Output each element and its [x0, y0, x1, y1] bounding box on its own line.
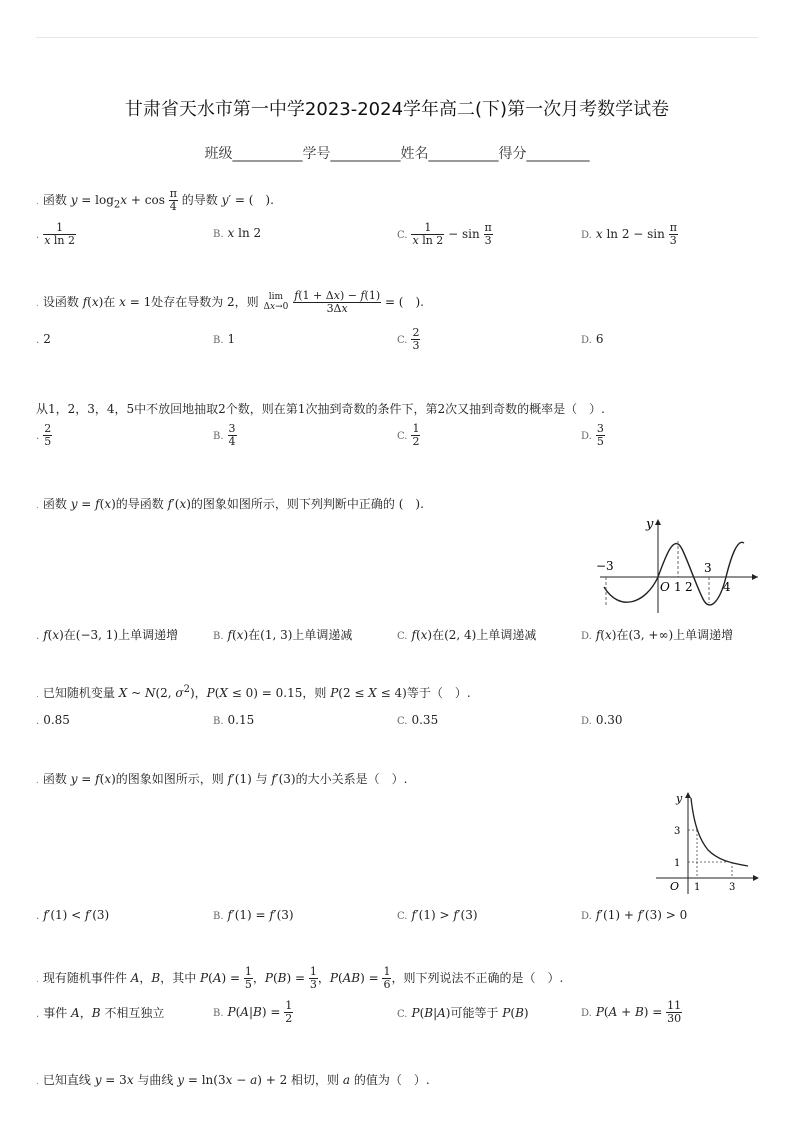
q5-option-c[interactable]: C. 0.35	[397, 713, 439, 727]
q6-option-a[interactable]: . f′(1) < f′(3)	[36, 908, 110, 922]
q2-option-a[interactable]: . 2	[36, 332, 51, 346]
graph1-xlabel-neg3: −3	[596, 559, 614, 573]
graph2-y-label: y	[676, 792, 683, 805]
q3-option-d[interactable]: D. $\frac{3}{5}$	[581, 422, 604, 449]
graph2-xlabel-1: 1	[694, 882, 701, 893]
question-4: . 函数 y = f(x)的导函数 f′(x)的图象如图所示，则下列判断中正确的 ( ).	[36, 497, 424, 511]
question-7: . 现有随机事件件 A，B，其中 P(A) = $\frac{1}{5}$ ，P(B) = $\frac{1}{3}$ ，P(AB) = $\frac{1}{6}$ ，则下列说法不正确的是（ ）.	[36, 965, 564, 992]
q7-option-c[interactable]: C. P(B|A)可能等于 P(B)	[397, 1006, 529, 1020]
function-graph	[652, 790, 762, 896]
graph1-xlabel-2: 2	[685, 580, 693, 594]
graph1-xlabel-3: 3	[704, 561, 712, 575]
question-5: . 已知随机变量 X ~ N(2, $\sigma^2$)，P(X ≤ 0) = 0.15，则 P(2 ≤ X ≤ 4)等于（ ）.	[36, 684, 471, 700]
q5-option-a[interactable]: . 0.85	[36, 713, 70, 727]
q1-option-d[interactable]: D. x ln 2 − sin $\frac{\pi}{3}$	[581, 221, 677, 248]
q7-option-b[interactable]: B. P(A|B) = $\frac{1}{2}$	[213, 999, 293, 1026]
graph1-xlabel-origin: O	[660, 580, 670, 594]
q5-option-d[interactable]: D. 0.30	[581, 713, 623, 727]
q4-option-b[interactable]: B. f(x)在(1, 3)上单调递减	[213, 628, 353, 642]
q1-option-a[interactable]: . $\frac{1}{\text{x ln 2}}$	[36, 221, 76, 248]
question-1: . 函数 $y = \log_2x + \cos$ $\frac{\pi}{4}$ 的导数 y′ = ( ).	[36, 187, 274, 214]
q4-option-a[interactable]: . f(x)在(−3, 1)上单调递增	[36, 628, 179, 642]
q2-option-c[interactable]: C. $\frac{2}{3}$	[397, 326, 420, 353]
graph1-xlabel-4: 4	[723, 580, 731, 594]
graph1-xlabel-1: 1	[674, 580, 682, 594]
q4-option-c[interactable]: C. f(x)在(2, 4)上单调递减	[397, 628, 537, 642]
q1-option-c[interactable]: C. $\frac{1}{\text{x ln 2}}$ − sin $\frac{\pi}{3}$	[397, 221, 492, 248]
student-info-line: 班级__________学号__________姓名__________得分_________	[204, 146, 590, 162]
question-6: . 函数 y = f(x)的图象如图所示，则 f′(1) 与 f′(3)的大小关系是（ ）.	[36, 772, 408, 786]
q7-option-a[interactable]: . 事件 A，B 不相互独立	[36, 1006, 165, 1020]
q3-option-c[interactable]: C. $\frac{1}{2}$	[397, 422, 420, 449]
graph2-xlabel-3: 3	[729, 882, 736, 893]
question-2: . 设函数 f(x)在 x = 1处存在导数为 2，则 lim Δx→0 $\frac{f(1 + \Delta x) - f(1)}{3\Delta x}$ = ( ).	[36, 289, 424, 316]
q2-option-b[interactable]: B. 1	[213, 332, 236, 346]
q1-option-b[interactable]: B. x ln 2	[213, 226, 262, 240]
graph2-ytick-3: 3	[674, 826, 681, 837]
q6-option-b[interactable]: B. f′(1) = f′(3)	[213, 908, 294, 922]
graph1-y-label: y	[646, 517, 654, 532]
q4-option-d[interactable]: D. f(x)在(3, +∞)上单调递增	[581, 628, 734, 642]
q2-option-d[interactable]: D. 6	[581, 332, 604, 346]
q3-option-b[interactable]: B. $\frac{3}{4}$	[213, 422, 236, 449]
page-title: 甘肃省天水市第一中学2023-2024学年高二(下)第一次月考数学试卷	[124, 99, 670, 120]
question-8: . 已知直线 y = 3x 与曲线 y = ln(3x − a) + 2 相切，则 a 的值为（ ）.	[36, 1073, 430, 1087]
q3-option-a[interactable]: . $\frac{2}{5}$	[36, 422, 52, 449]
header-rule	[36, 37, 758, 38]
q6-option-d[interactable]: D. f′(1) + f′(3) > 0	[581, 908, 688, 922]
graph2-ytick-1: 1	[674, 858, 681, 869]
q7-option-d[interactable]: D. P(A + B) = $\frac{11}{30}$	[581, 999, 682, 1026]
graph2-xlabel-origin: O	[670, 880, 680, 893]
q6-option-c[interactable]: C. f′(1) > f′(3)	[397, 908, 478, 922]
question-3: 从1，2，3，4，5中不放回地抽取2个数，则在第1次抽到奇数的条件下，第2次又抽到奇数的概率是（ ）.	[36, 402, 605, 416]
q5-option-b[interactable]: B. 0.15	[213, 713, 255, 727]
derivative-graph	[592, 515, 762, 615]
